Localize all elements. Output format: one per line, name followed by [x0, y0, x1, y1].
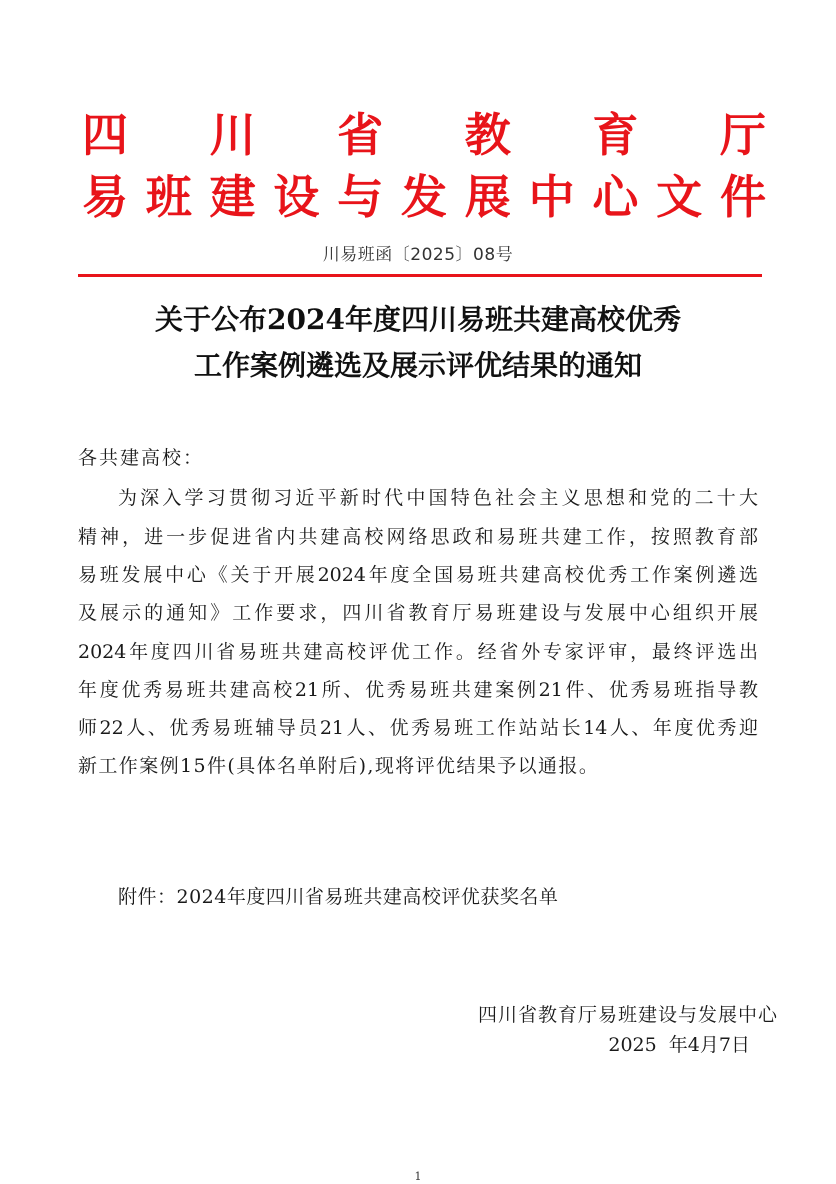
header-character: 厅	[719, 108, 766, 162]
header-character: 易	[82, 170, 128, 224]
header-character: 教	[464, 108, 511, 162]
document-title-line-1: 关于公布2024年度四川易班共建高校优秀	[155, 303, 681, 336]
header-character: 中	[528, 170, 575, 224]
body-paragraph-line: 新工作案例15件(具体名单附后),现将评优结果予以通报。	[78, 755, 600, 777]
header-character: 发	[400, 170, 447, 224]
header-character: 育	[592, 108, 639, 162]
header-character: 心	[592, 170, 639, 224]
attachment-note: 附件：2024年度四川省易班共建高校评优获奖名单	[118, 886, 559, 908]
issuer-header-line-2	[82, 170, 766, 224]
header-character: 川	[209, 108, 256, 162]
body-paragraph-line: 师22人、优秀易班辅导员21人、优秀易班工作站站长14人、年度优秀迎	[78, 717, 758, 739]
salutation: 各共建高校：	[78, 447, 205, 469]
body-paragraph-line: 为深入学习贯彻习近平新时代中国特色社会主义思想和党的二十大	[118, 487, 758, 509]
header-character: 文	[656, 170, 703, 224]
body-paragraph-line: 易班发展中心《关于开展2024年度全国易班共建高校优秀工作案例遴选	[78, 564, 758, 586]
document-number: 川易班函〔2025〕08号	[322, 245, 514, 265]
page-number: 1	[414, 1170, 422, 1183]
issuer-header-line-1	[82, 108, 766, 162]
header-character: 省	[337, 108, 384, 162]
body-paragraph-line: 及展示的通知》工作要求，四川省教育厅易班建设与发展中心组织开展	[78, 602, 758, 624]
signature-date: 2025 年4月7日	[608, 1034, 750, 1056]
header-character: 展	[464, 170, 511, 224]
header-character: 班	[145, 170, 192, 224]
red-divider	[78, 274, 762, 277]
header-character: 与	[337, 170, 384, 224]
body-paragraph-line: 2024年度四川省易班共建高校评优工作。经省外专家评审，最终评选出	[78, 641, 758, 663]
signature-organization: 四川省教育厅易班建设与发展中心	[477, 1004, 778, 1026]
body-paragraph-line: 精神，进一步促进省内共建高校网络思政和易班共建工作，按照教育部	[78, 526, 758, 548]
header-character: 件	[719, 170, 766, 224]
header-character: 设	[273, 170, 320, 224]
document-title-line-2: 工作案例遴选及展示评优结果的通知	[193, 349, 642, 382]
header-character: 建	[209, 170, 256, 224]
header-character: 四	[82, 108, 128, 162]
body-paragraph-line: 年度优秀易班共建高校21所、优秀易班共建案例21件、优秀易班指导教	[78, 679, 758, 701]
